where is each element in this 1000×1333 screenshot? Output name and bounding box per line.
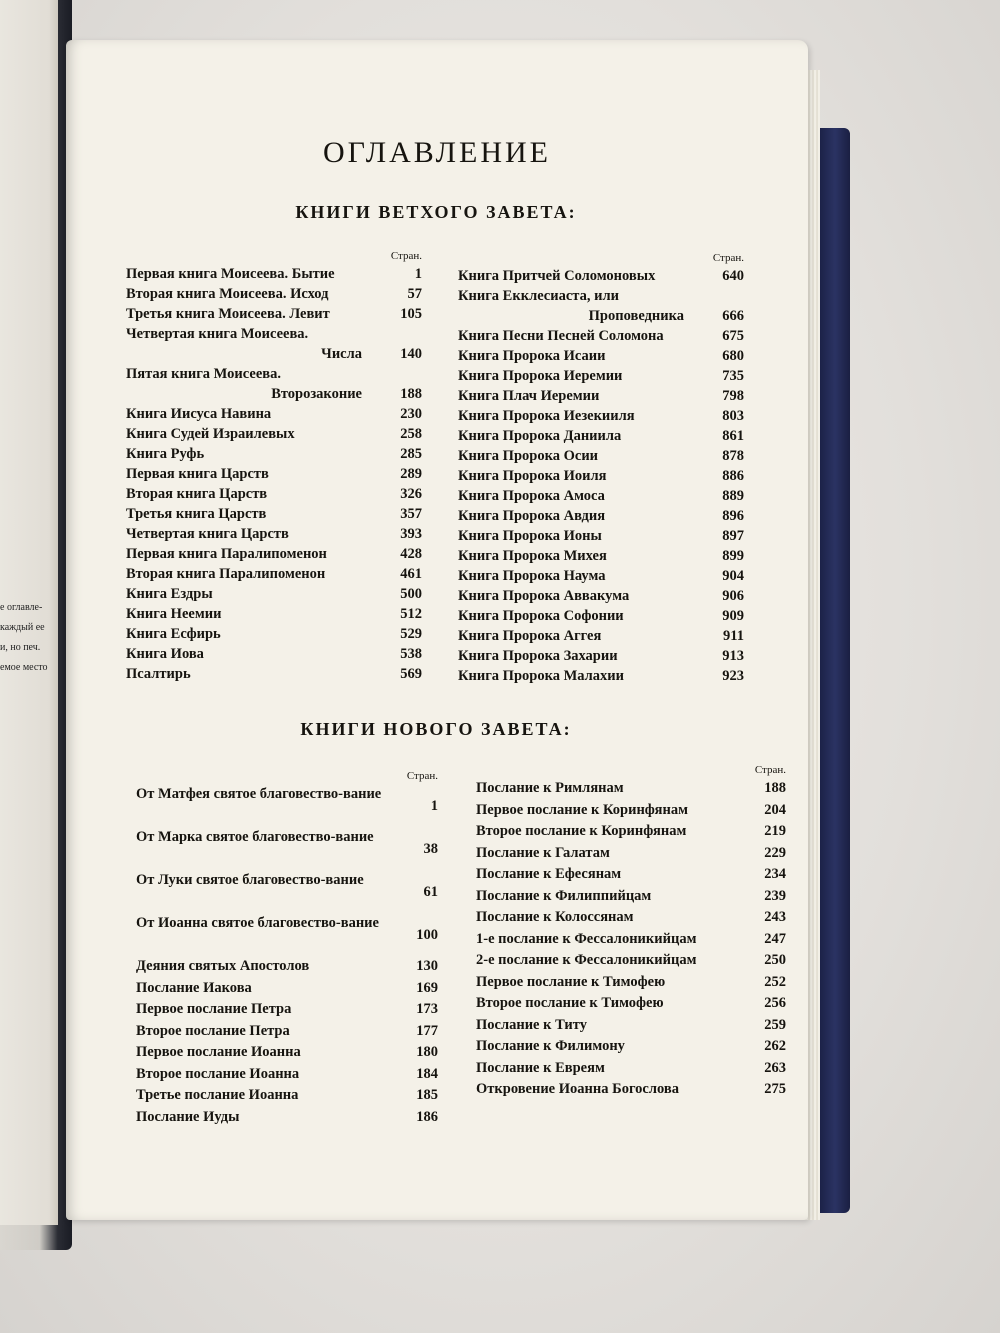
- toc-entry: [126, 284, 422, 304]
- toc-entry-page: 923: [722, 668, 744, 684]
- toc-entry: [126, 484, 422, 504]
- toc-entry-page: 289: [400, 466, 422, 482]
- toc-entry: [126, 664, 422, 684]
- toc-entry-title: Вторая книга Паралипоменон: [126, 566, 326, 582]
- left-page-fragment-line: и, но печ.: [0, 642, 41, 653]
- toc-entry-page: 262: [764, 1038, 786, 1054]
- toc-entry: [476, 1036, 786, 1058]
- toc-entry-title: Книга Есфирь: [126, 626, 221, 642]
- toc-entry-title: Книга Песни Песней Соломона: [458, 328, 664, 344]
- toc-entry: [476, 1058, 786, 1080]
- toc-entry-title: Второе послание Петра: [136, 1022, 290, 1039]
- toc-entry-page: 186: [416, 1108, 438, 1125]
- toc-entry-page: 803: [722, 408, 744, 424]
- toc-entry-title: Деяния святых Апостолов: [136, 958, 310, 974]
- toc-entry: [458, 526, 744, 546]
- toc-entry: [126, 344, 422, 364]
- toc-entry-title: Послание к Филиппийцам: [476, 887, 652, 904]
- toc-entry-page: 239: [764, 887, 786, 904]
- toc-entry-page: 188: [400, 386, 422, 402]
- left-page-fragment-line: каждый ее: [0, 622, 45, 633]
- toc-entry-page: 897: [722, 528, 744, 544]
- left-page-fragment-line: е оглавле-: [0, 602, 43, 613]
- toc-entry-page: 243: [764, 909, 786, 925]
- toc-entry-title: Первая книга Моисеева. Бытие: [126, 266, 335, 282]
- toc-entry: [458, 506, 744, 526]
- toc-entry-title: Книга Судей Израилевых: [126, 426, 295, 442]
- toc-entry-page: 326: [400, 486, 422, 502]
- toc-entry: [476, 800, 786, 822]
- toc-entry: [126, 404, 422, 424]
- toc-entry-page: 204: [764, 801, 786, 818]
- toc-entry-page: 913: [722, 648, 744, 664]
- toc-entry-page: 896: [722, 508, 744, 524]
- toc-entry-page: 886: [722, 468, 744, 484]
- toc-entry: [126, 584, 422, 604]
- toc-entry-page: 911: [723, 628, 744, 644]
- toc-entry-title: Книга Пророка Аггея: [458, 628, 602, 644]
- toc-entry: [476, 1079, 786, 1101]
- toc-entry-title: Книга Пророка Захарии: [458, 648, 618, 664]
- toc-entry-title: Книга Ездры: [126, 586, 213, 602]
- toc-entry-title: 1-е послание к Фессалоникийцам: [476, 930, 697, 947]
- toc-entry: [476, 778, 786, 800]
- page-column-label: Стран.: [390, 250, 422, 262]
- toc-entry: [126, 504, 422, 524]
- toc-entry-page: 219: [764, 823, 786, 839]
- old-testament-left-column: [126, 248, 422, 684]
- toc-entry-title: Псалтирь: [126, 666, 191, 682]
- toc-entry-page: 899: [722, 548, 744, 564]
- toc-entry: [458, 466, 744, 486]
- toc-entry: [458, 646, 744, 666]
- toc-entry-page: 177: [416, 1022, 438, 1039]
- toc-entry: [126, 444, 422, 464]
- toc-entry: [458, 626, 744, 646]
- toc-entry: [126, 524, 422, 544]
- toc-entry-title: Вторая книга Моисеева. Исход: [126, 286, 329, 302]
- toc-entry: [126, 304, 422, 324]
- toc-entry-page: 169: [416, 979, 438, 996]
- toc-entry: [126, 644, 422, 664]
- toc-entry: [458, 606, 744, 626]
- toc-entry-title: Второе послание к Коринфянам: [476, 823, 687, 839]
- toc-entry-title: Книга Пророка Авдия: [458, 508, 606, 524]
- toc-entry-page: 130: [416, 958, 438, 974]
- toc-entry: [458, 306, 744, 326]
- toc-entry-title: Книга Пророка Наума: [458, 568, 606, 584]
- toc-entry-title: Книга Руфь: [126, 446, 205, 462]
- toc-entry-title: Послание Иуды: [136, 1108, 240, 1125]
- toc-entry-page: 529: [400, 626, 422, 642]
- toc-entry-page: 904: [722, 568, 744, 584]
- toc-entry: [136, 978, 438, 1000]
- toc-entry: [126, 464, 422, 484]
- toc-entry: [476, 907, 786, 929]
- toc-entry-title: Четвертая книга Царств: [126, 526, 289, 542]
- toc-entry: [136, 1107, 438, 1129]
- toc-entry-title: Книга Пророка Иезекииля: [458, 408, 635, 424]
- toc-entry-title: Книга Пророка Аввакума: [458, 588, 630, 604]
- page-column-label: Стран.: [712, 252, 744, 264]
- toc-entry-title: От Матфея святое благовество-вание: [136, 786, 382, 802]
- left-page-fragment-line: емое место: [0, 662, 48, 673]
- toc-entry: [136, 1064, 438, 1086]
- toc-entry-title: Второзаконие: [271, 386, 362, 402]
- toc-entry-page: 140: [400, 346, 422, 362]
- toc-entry-page: 798: [722, 388, 744, 404]
- toc-entry-title: Первая книга Царств: [126, 466, 269, 482]
- toc-entry-title: Послание к Ефесянам: [476, 866, 622, 882]
- toc-entry: [458, 386, 744, 406]
- toc-entry-title: Откровение Иоанна Богослова: [476, 1081, 679, 1097]
- toc-entry: [476, 886, 786, 908]
- toc-entry-title: Послание к Титу: [476, 1016, 587, 1033]
- toc-entry: [476, 993, 786, 1015]
- toc-entry-page: 878: [722, 448, 744, 464]
- page-column-label: Стран.: [754, 764, 786, 776]
- toc-entry-title: Проповедника: [588, 308, 684, 324]
- toc-entry-title: Вторая книга Царств: [126, 486, 268, 502]
- toc-entry: [476, 1015, 786, 1037]
- toc-entry-title: Второе послание к Тимофею: [476, 995, 664, 1011]
- toc-entry-title: Книга Екклесиаста, или: [458, 288, 619, 304]
- toc-entry-page: 1: [414, 266, 422, 282]
- toc-entry: [476, 843, 786, 865]
- toc-entry-page: 906: [722, 588, 744, 604]
- toc-entry: [136, 784, 438, 827]
- toc-entry: [476, 864, 786, 886]
- toc-entry: [458, 346, 744, 366]
- toc-entry-page: 230: [400, 406, 422, 422]
- toc-entry-title: Второе послание Иоанна: [136, 1065, 300, 1082]
- toc-entry-title: Послание к Колоссянам: [476, 909, 634, 925]
- toc-entry: [458, 446, 744, 466]
- new-testament-heading: КНИГИ НОВОГО ЗАВЕТА:: [300, 719, 572, 739]
- toc-entry-page: 38: [423, 841, 438, 857]
- toc-entry: [458, 326, 744, 346]
- toc-entry: [458, 406, 744, 426]
- toc-entry: [126, 424, 422, 444]
- toc-entry: [458, 426, 744, 446]
- toc-entry-title: Послание к Галатам: [476, 844, 610, 861]
- toc-entry: [136, 999, 438, 1021]
- toc-entry-title: Числа: [321, 346, 362, 362]
- toc-entry: [458, 486, 744, 506]
- toc-entry-page: 538: [400, 646, 422, 662]
- toc-entry-title: Послание к Филимону: [476, 1038, 625, 1054]
- toc-entry-title: Книга Пророка Исаии: [458, 348, 606, 364]
- toc-entry: [136, 913, 438, 956]
- toc-entry: [458, 566, 744, 586]
- toc-entry-page: 61: [423, 884, 438, 900]
- toc-entry: [476, 950, 786, 972]
- toc-entry: [458, 546, 744, 566]
- toc-entry-page: 184: [416, 1065, 438, 1082]
- toc-entry-page: 680: [722, 348, 744, 364]
- toc-entry-title: Книга Пророка Даниила: [458, 428, 622, 444]
- toc-entry-title: Четвертая книга Моисеева.: [126, 326, 309, 342]
- toc-entry-page: 675: [722, 328, 744, 344]
- toc-entry-page: 252: [764, 973, 786, 990]
- toc-entry-title: От Луки святое благовество-вание: [136, 872, 364, 888]
- toc-entry: [476, 929, 786, 951]
- page-column-label: Стран.: [406, 770, 438, 782]
- old-testament-right-column: [458, 250, 744, 686]
- toc-entry-page: 229: [764, 844, 786, 861]
- toc-entry-title: Книга Пророка Иоиля: [458, 468, 607, 484]
- toc-entry: [126, 564, 422, 584]
- toc-entry-page: 512: [400, 606, 422, 622]
- toc-entry-page: 259: [764, 1016, 786, 1033]
- toc-entry-title: Книга Пророка Ионы: [458, 528, 602, 544]
- toc-entry-title: Книга Неемии: [126, 606, 222, 622]
- toc-entry: [458, 586, 744, 606]
- right-book-cover: [820, 128, 850, 1213]
- toc-entry-page: 247: [764, 930, 786, 947]
- old-testament-heading: КНИГИ ВЕТХОГО ЗАВЕТА:: [295, 202, 577, 222]
- toc-entry-page: 250: [764, 952, 786, 968]
- toc-entry-page: 105: [400, 306, 422, 322]
- book-page: [66, 40, 808, 1220]
- toc-entry-page: 357: [400, 506, 422, 522]
- toc-entry-page: 234: [764, 866, 786, 882]
- toc-entry-page: 188: [764, 780, 786, 796]
- toc-entry-title: Пятая книга Моисеева.: [126, 366, 281, 382]
- toc-entry-page: 258: [400, 426, 422, 442]
- toc-entry-title: Книга Иова: [126, 646, 204, 662]
- toc-entry-page: 180: [416, 1044, 438, 1060]
- toc-entry-title: Книга Пророка Михея: [458, 548, 607, 564]
- new-testament-left-column: [136, 768, 438, 1128]
- toc-entry-title: Третья книга Моисеева. Левит: [126, 306, 330, 322]
- toc-entry: [458, 366, 744, 386]
- left-page-text-fragment: [0, 598, 56, 678]
- toc-entry: [126, 264, 422, 284]
- toc-entry-page: 263: [764, 1059, 786, 1076]
- toc-entry-title: Книга Пророка Софонии: [458, 608, 624, 624]
- toc-entry-page: 909: [722, 608, 744, 624]
- toc-entry: [136, 870, 438, 913]
- toc-entry-page: 285: [400, 446, 422, 462]
- toc-entry: [136, 1021, 438, 1043]
- toc-entry-title: Книга Пророка Малахии: [458, 668, 625, 684]
- toc-entry-page: 1: [430, 798, 438, 814]
- toc-entry-page: 185: [416, 1087, 438, 1103]
- toc-entry-page: 57: [407, 286, 422, 302]
- toc-entry-page: 461: [400, 566, 422, 582]
- toc-entry-title: Книга Пророка Осии: [458, 448, 599, 464]
- toc-entry-page: 428: [400, 546, 422, 562]
- toc-entry: [136, 956, 438, 978]
- toc-entry: [136, 1042, 438, 1064]
- toc-entry-title: Первое послание к Тимофею: [476, 973, 666, 990]
- toc-entry-page: 735: [722, 368, 744, 384]
- toc-entry-title: Первое послание к Коринфянам: [476, 801, 688, 818]
- toc-entry-title: От Иоанна святое благовество-вание: [136, 915, 379, 931]
- toc-entry-title: Книга Притчей Соломоновых: [458, 268, 656, 284]
- toc-entry-page: 393: [400, 526, 422, 542]
- left-page-edge: [0, 0, 58, 1225]
- toc-entry-title: Послание Иакова: [136, 979, 252, 996]
- page-title: ОГЛАВЛЕНИЕ: [323, 136, 551, 169]
- toc-entry-title: Книга Пророка Амоса: [458, 488, 605, 504]
- toc-entry-title: Третья книга Царств: [126, 506, 267, 522]
- toc-entry: [126, 604, 422, 624]
- toc-entry-title: Книга Плач Иеремии: [458, 388, 600, 404]
- toc-entry-page: 256: [764, 995, 786, 1011]
- toc-entry-page: 666: [722, 308, 744, 324]
- toc-entry: [458, 286, 744, 306]
- toc-entry-page: 640: [722, 268, 744, 284]
- toc-entry-page: 889: [722, 488, 744, 504]
- toc-entry-page: 100: [416, 927, 438, 943]
- toc-entry-title: Первое послание Иоанна: [136, 1044, 301, 1060]
- toc-entry: [126, 384, 422, 404]
- toc-entry-page: 861: [722, 428, 744, 444]
- toc-entry-title: Книга Пророка Иеремии: [458, 368, 623, 384]
- toc-entry: [126, 624, 422, 644]
- toc-entry-title: Первая книга Паралипоменон: [126, 546, 327, 562]
- toc-entry: [458, 266, 744, 286]
- toc-entry: [126, 324, 422, 344]
- toc-entry: [476, 972, 786, 994]
- toc-entry-title: Третье послание Иоанна: [136, 1087, 299, 1103]
- toc-entry-page: 500: [400, 586, 422, 602]
- toc-entry: [476, 821, 786, 843]
- toc-entry-title: Послание к Римлянам: [476, 780, 624, 796]
- toc-entry: [126, 544, 422, 564]
- toc-entry: [136, 827, 438, 870]
- toc-entry-title: Книга Иисуса Навина: [126, 406, 272, 422]
- toc-entry: [458, 666, 744, 686]
- toc-entry-page: 569: [400, 666, 422, 682]
- new-testament-right-column: [476, 762, 786, 1101]
- toc-entry-title: Первое послание Петра: [136, 1001, 292, 1017]
- toc-entry: [126, 364, 422, 384]
- toc-entry-title: 2-е послание к Фессалоникийцам: [476, 952, 697, 968]
- toc-entry-page: 173: [416, 1001, 438, 1017]
- toc-entry-page: 275: [764, 1081, 786, 1097]
- toc-entry: [136, 1085, 438, 1107]
- toc-entry-title: Послание к Евреям: [476, 1059, 605, 1076]
- toc-entry-title: От Марка святое благовество-вание: [136, 829, 374, 845]
